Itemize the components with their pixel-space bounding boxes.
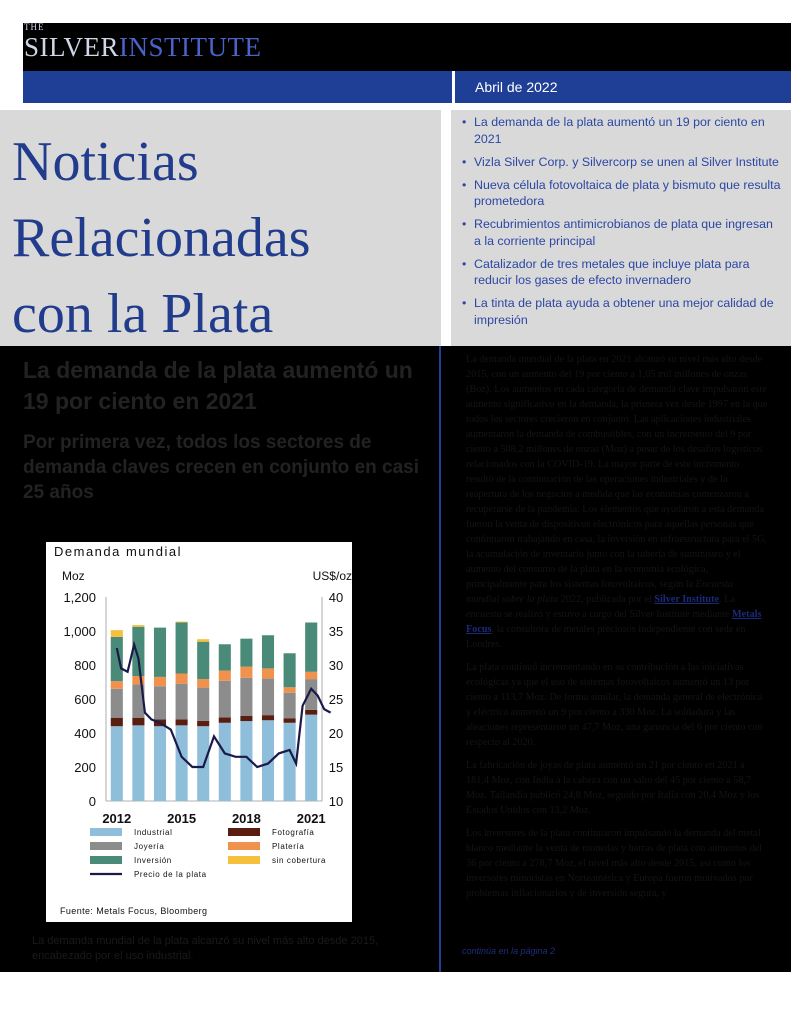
bar-segment-sin-cobertura (197, 639, 209, 642)
demand-chart (46, 542, 352, 922)
legend-swatch (228, 842, 260, 850)
bar-segment-industrial (132, 725, 144, 801)
article-body (466, 352, 768, 909)
contents-item: • La tinta de plata ayuda a obtener una mejor calidad de impresión (462, 295, 782, 328)
article-subheadline: Por primera vez, todos los sectores de demanda claves crecen en conjunto en casi 25 años (23, 432, 419, 503)
y-tick-label-left: 1,000 (63, 624, 96, 639)
chart-caption: La demanda mundial de la plata alcanzó su nivel más alto desde 2015, encabezado por el uso industrial. (32, 935, 379, 962)
y-tick-label-left: 200 (74, 760, 96, 775)
column-divider (439, 346, 441, 972)
title-line: Noticias (12, 131, 199, 193)
bar-segment-platería (240, 667, 252, 678)
bar-segment-inversión (262, 635, 274, 668)
title-line: con la Plata (12, 283, 274, 345)
x-tick-label: 2018 (231, 811, 261, 826)
bar-segment-industrial (284, 723, 296, 801)
legend-label: Platería (272, 842, 305, 851)
bar-segment-platería (197, 679, 209, 688)
y-tick-label-right: 10 (328, 794, 344, 809)
issue-date-box (452, 71, 791, 103)
y-axis-label-right: US$/oz (312, 569, 352, 583)
legend-swatch (228, 828, 260, 836)
article-paragraph-2: La plata continuó incrementando en su contribución a las iniciativas ecológicas ya que el uso de sistemas fotovoltaicos aumentó un 13 por ciento a 113,7 Moz. De forma similar, la demanda general de electrónica y eléctrica aumentó un 9 por ciento a 330 Moz. La soldadura y las aleaciones representaron un 47,7 Moz, una ganancia del 6 por ciento con respecto al 2020. (466, 662, 763, 748)
legend-swatch (90, 828, 122, 836)
bar-segment-fotografía (111, 718, 123, 727)
x-tick-label: 2015 (167, 811, 197, 826)
legend-label: Joyería (134, 842, 165, 851)
bar-segment-sin-cobertura (111, 630, 123, 637)
bar-segment-inversión (111, 637, 123, 681)
y-tick-label-right: 35 (328, 624, 344, 639)
masthead-title (12, 124, 311, 352)
contents-item: • Catalizador de tres metales que incluye plata para reducir los gases de efecto invernadero (462, 256, 782, 289)
contents-item: • Vizla Silver Corp. y Silvercorp se unen al Silver Institute (462, 154, 782, 171)
bar-segment-joyería (154, 686, 166, 719)
y-tick-label-left: 600 (74, 692, 96, 707)
legend-label: Fotografía (272, 828, 315, 837)
x-tick-label: 2021 (296, 811, 326, 826)
bar-segment-inversión (176, 623, 188, 674)
p1-text-e: , la consultora de metales preciosos independiente con sede en Londres. (466, 624, 746, 650)
y-tick-label-left: 1,200 (63, 590, 96, 605)
bar-segment-fotografía (197, 721, 209, 726)
bar-segment-industrial (111, 726, 123, 801)
title-line: Relacionadas (12, 207, 311, 269)
p1-text-d: se realizó y estuvo a cargo del Silver Institute mediante (501, 609, 733, 620)
issue-date: Abril de 2022 (475, 79, 558, 95)
legend-swatch (228, 856, 260, 864)
bar-segment-industrial (176, 725, 188, 801)
contents-item: • Recubrimientos antimicrobianos de plata que ingresan a la corriente principal (462, 216, 782, 249)
survey-title: Encuesta mundial sobre la plata (466, 579, 734, 605)
bar-segment-joyería (284, 693, 296, 719)
bar-segment-fotografía (305, 710, 317, 715)
bar-segment-inversión (240, 639, 252, 667)
bar-segment-joyería (111, 689, 123, 718)
bar-segment-fotografía (132, 718, 144, 726)
legend-label: Precio de la plata (134, 870, 207, 879)
y-tick-label-left: 0 (88, 794, 96, 809)
bar-segment-industrial (305, 715, 317, 801)
bar-segment-fotografía (262, 715, 274, 720)
legend-label: sin cobertura (272, 856, 327, 865)
y-tick-label-right: 25 (328, 692, 344, 707)
bar-segment-inversión (132, 627, 144, 676)
bar-segment-fotografía (284, 718, 296, 723)
bar-segment-inversión (284, 653, 296, 687)
bar-segment-industrial (154, 726, 166, 801)
bar-segment-fotografía (176, 719, 188, 725)
demand-chart-svg (46, 542, 352, 922)
bar-segment-joyería (176, 684, 188, 720)
article-headline: La demanda de la plata aumentó un 19 por ciento en 2021 (23, 357, 413, 414)
y-tick-label-right: 30 (328, 658, 344, 673)
article-paragraph-3: La fabricación de joyas de plata aumentó un 21 por ciento en 2021 a 181,4 Moz, con India a la cabeza con un salto del 45 por ciento a 58,7 Moz. Tailandia publicó 24,8 Moz, seguido por Italia con 20,4 Moz y los Estados Unidos con 13,2 Moz. (466, 760, 760, 816)
y-tick-label-right: 20 (328, 726, 344, 741)
bar-segment-joyería (219, 681, 231, 718)
contents-item: • Nueva célula fotovoltaica de plata y bismuto que resulta prometedora (462, 177, 782, 210)
legend-swatch (90, 842, 122, 850)
logo-the: THE (24, 22, 45, 32)
logo-silver: SILVER (24, 32, 120, 62)
y-tick-label-right: 15 (328, 760, 344, 775)
bar-segment-inversión (219, 644, 231, 670)
bar-segment-platería (111, 681, 123, 689)
survey-word: encuesta (466, 609, 502, 620)
bar-segment-platería (219, 671, 231, 681)
bar-segment-industrial (219, 723, 231, 801)
x-tick-label: 2012 (102, 811, 132, 826)
article-paragraph-1 (466, 352, 768, 652)
bar-segment-platería (154, 677, 166, 686)
p1-text-a: La demanda mundial de la plata en 2021 alcanzó su nivel más alto desde 2015, con un aumento del 19 por ciento a 1,05 mil millones de onzas (Boz). Los aumentos en cada categoría de demanda clave impulsaron este aumento significativo en la demanda, la primera vez desde 1997 en la que todos los sectores crecieron en conjunto. Las aplicaciones industriales aumentaron la demanda de combustibles, con un incremento del 9 por ciento a 508,2 millones de onzas (Moz) a pesar de los desafíos logísticos relacionados con la COVID-19. La mayor parte de este incremento resultó de la continuación de las operaciones industriales y de la reapertura de los negocios a medida que las economías comenzaron a recuperarse de la pandemia. Los elementos que ayudaron a esta demanda fueron la venta de dispositivos electrónicos para aquellas personas que continuaron trabajando en casa, la inversión en infraestructura para el 5G, la acumulación de inventario junto con la tubería de suministro y el aumento del consumo de la plata en la economía ecológica, principalmente para los sistemas fotovoltaicos, según la (466, 354, 768, 590)
legend-swatch (90, 856, 122, 864)
bar-segment-joyería (197, 688, 209, 721)
bar-segment-platería (262, 668, 274, 678)
contents-item: • La demanda de la plata aumentó un 19 por ciento en 2021 (462, 114, 782, 147)
y-tick-label-left: 800 (74, 658, 96, 673)
bar-segment-inversión (197, 642, 209, 679)
bar-segment-industrial (197, 726, 209, 801)
y-axis-label-left: Moz (62, 569, 85, 583)
bar-segment-platería (132, 676, 144, 685)
bar-segment-inversión (154, 628, 166, 677)
p1-text-c: . La (719, 594, 735, 605)
bar-segment-joyería (240, 678, 252, 716)
continued-note: continúa en la página 2 (462, 946, 556, 956)
bar-segment-inversión (305, 623, 317, 672)
bar-segment-fotografía (240, 716, 252, 721)
bar-segment-platería (176, 674, 188, 684)
chart-title: Demanda mundial (54, 544, 183, 559)
logo-institute: INSTITUTE (119, 32, 262, 62)
contents-list (462, 114, 782, 335)
bar-segment-sin-cobertura (132, 625, 144, 627)
legend-label: Industrial (134, 828, 173, 837)
bar-segment-platería (305, 672, 317, 679)
p1-text-b: 2022, publicada por el (558, 594, 655, 605)
bar-segment-joyería (262, 679, 274, 716)
chart-source: Fuente: Metals Focus, Bloomberg (60, 906, 208, 916)
article-paragraph-4: Los inversores de la plata continuaron impulsando la demanda del metal blanco mediante la venta de monedas y barras de plata con aumentos del 36 por ciento a 278,7 Moz, el nivel más alto desde 2015, así como los inversores minoristas en Norteamérica y Europa fueron motivados por problemas inflacionarios y de inversión segura, y (466, 828, 762, 899)
logo-wordmark (24, 32, 262, 63)
silver-institute-link[interactable]: Silver Institute (654, 594, 719, 605)
bar-segment-platería (284, 687, 296, 692)
metals-focus-link[interactable]: Metals Focus (466, 609, 762, 635)
legend-label: Inversión (134, 856, 172, 865)
y-tick-label-right: 40 (328, 590, 344, 605)
bar-segment-sin-cobertura (176, 622, 188, 623)
bar-segment-fotografía (219, 717, 231, 722)
y-tick-label-left: 400 (74, 726, 96, 741)
